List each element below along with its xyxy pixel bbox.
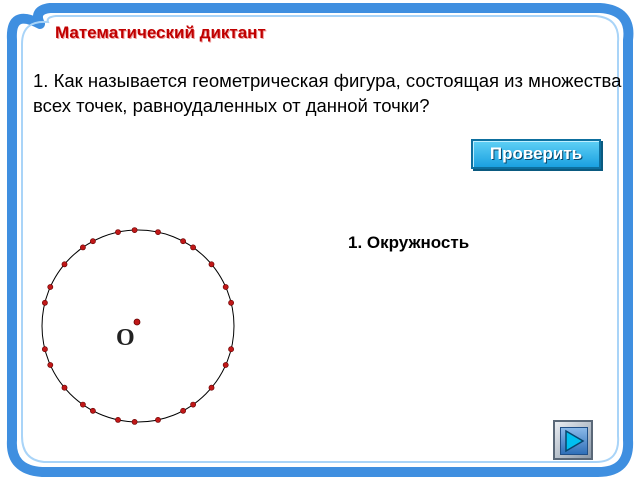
answer-text: 1. Окружность [348,233,470,252]
circle-point [42,300,47,305]
next-slide-button[interactable] [553,420,593,460]
circle-point [191,402,196,407]
circle-point [155,417,160,422]
circle-point [209,262,214,267]
slide-title: Математический диктант [55,23,266,42]
play-right-icon [562,428,586,454]
circle-point [223,362,228,367]
check-button-label: Проверить [489,144,583,163]
circle-point [229,347,234,352]
circle-point [80,402,85,407]
circle-point [132,228,137,233]
circle-point [223,284,228,289]
center-point-label: O [116,325,135,351]
circle-point [42,347,47,352]
circle-point [191,245,196,250]
question-text: 1. Как называется геометрическая фигура, состоящая из множества всех точек, равноудаленных от данной точки? [33,70,622,116]
circle-point [48,362,53,367]
circle-point [90,239,95,244]
circle-point [229,300,234,305]
circle-point [209,385,214,390]
circle-point [181,408,186,413]
circle-point [80,245,85,250]
circle-outline [42,230,234,422]
circle-point [115,417,120,422]
circle-point [90,408,95,413]
circle-point [48,284,53,289]
circle-point [155,230,160,235]
circle-point [62,385,67,390]
circle-point [132,419,137,424]
circle-point [181,239,186,244]
circle-point [115,230,120,235]
circle-point [62,262,67,267]
center-point [134,319,140,325]
